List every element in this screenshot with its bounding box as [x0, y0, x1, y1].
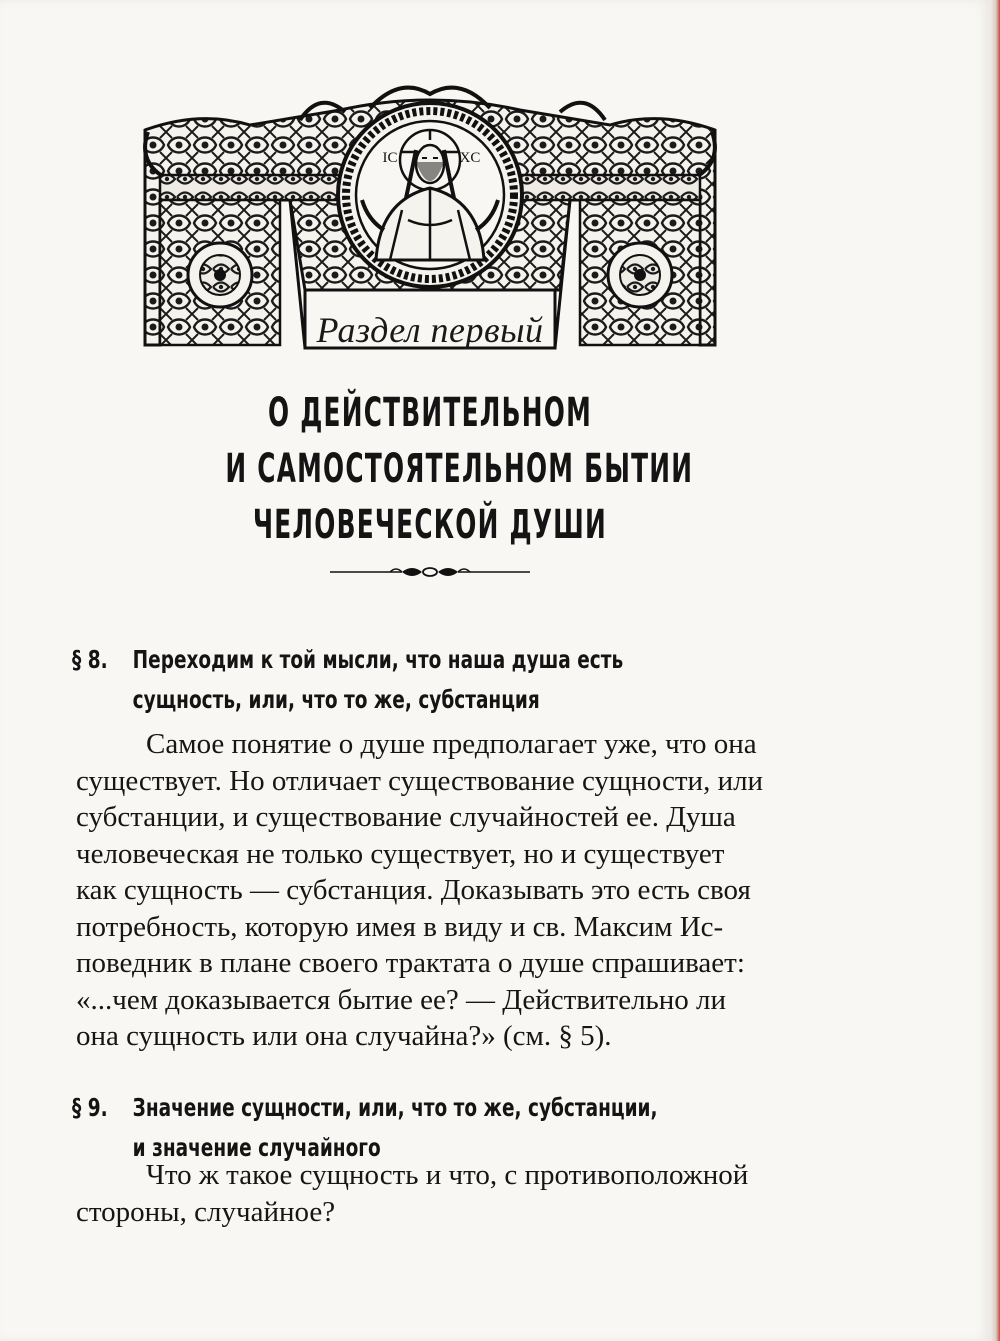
chapter-title-line-2: И САМОСТОЯТЕЛЬНОМ БЫТИИ [225, 446, 694, 492]
body-line: существует. Но отличает существование сущности, или [76, 764, 764, 797]
body-line: стороны, случайное? [76, 1195, 336, 1228]
section-9-number: § 9. [72, 1093, 108, 1122]
body-line: Самое понятие о душе предполагает уже, что она [146, 728, 757, 760]
section-9-heading-line-2: и значение случайного [132, 1133, 381, 1162]
section-8-number: § 8. [72, 645, 108, 674]
body-line: потребность, которую имея в виду и св. Максим Ис- [76, 910, 724, 943]
body-line: «...чем доказывается бытие ее? — Действительно ли [76, 983, 727, 1016]
monogram-ic: IC [382, 150, 398, 166]
chapter-title-line-1: О ДЕЙСТВИТЕЛЬНОМ [267, 390, 592, 436]
section-label: Раздел первый [316, 310, 544, 350]
chapter-title-line-3: ЧЕЛОВЕЧЕСКОЙ ДУШИ [252, 502, 608, 548]
body-line: она сущность или она случайна?» (см. § 5). [76, 1020, 612, 1052]
chapter-title [225, 385, 694, 553]
body-line: Что ж такое сущность и что, с противоположной [146, 1159, 749, 1191]
section-8-heading-line-1: Переходим к той мысли, что наша душа есть [132, 645, 624, 674]
section-9-heading [72, 1088, 738, 1168]
body-line: субстанции, и существование случайностей ее. Душа [76, 801, 736, 833]
body-line: поведник в плане своего трактата о душе спрашивает: [76, 947, 745, 979]
body-line: человеческая не только существует, но и существует [76, 837, 725, 870]
section-8-heading-line-2: сущность, или, что то же, субстанция [132, 685, 540, 714]
section-9-heading-line-1: Значение сущности, или, что то же, субстанции, [132, 1093, 658, 1122]
section-8-body [76, 726, 796, 1055]
section-9-body [76, 1157, 796, 1230]
monogram-xc: XC [459, 150, 481, 166]
body-line: как сущность — субстанция. Доказывать это есть своя [76, 874, 751, 906]
section-8-heading [72, 640, 738, 720]
decorative-divider-icon [330, 562, 530, 582]
page-edge [990, 0, 1000, 1341]
